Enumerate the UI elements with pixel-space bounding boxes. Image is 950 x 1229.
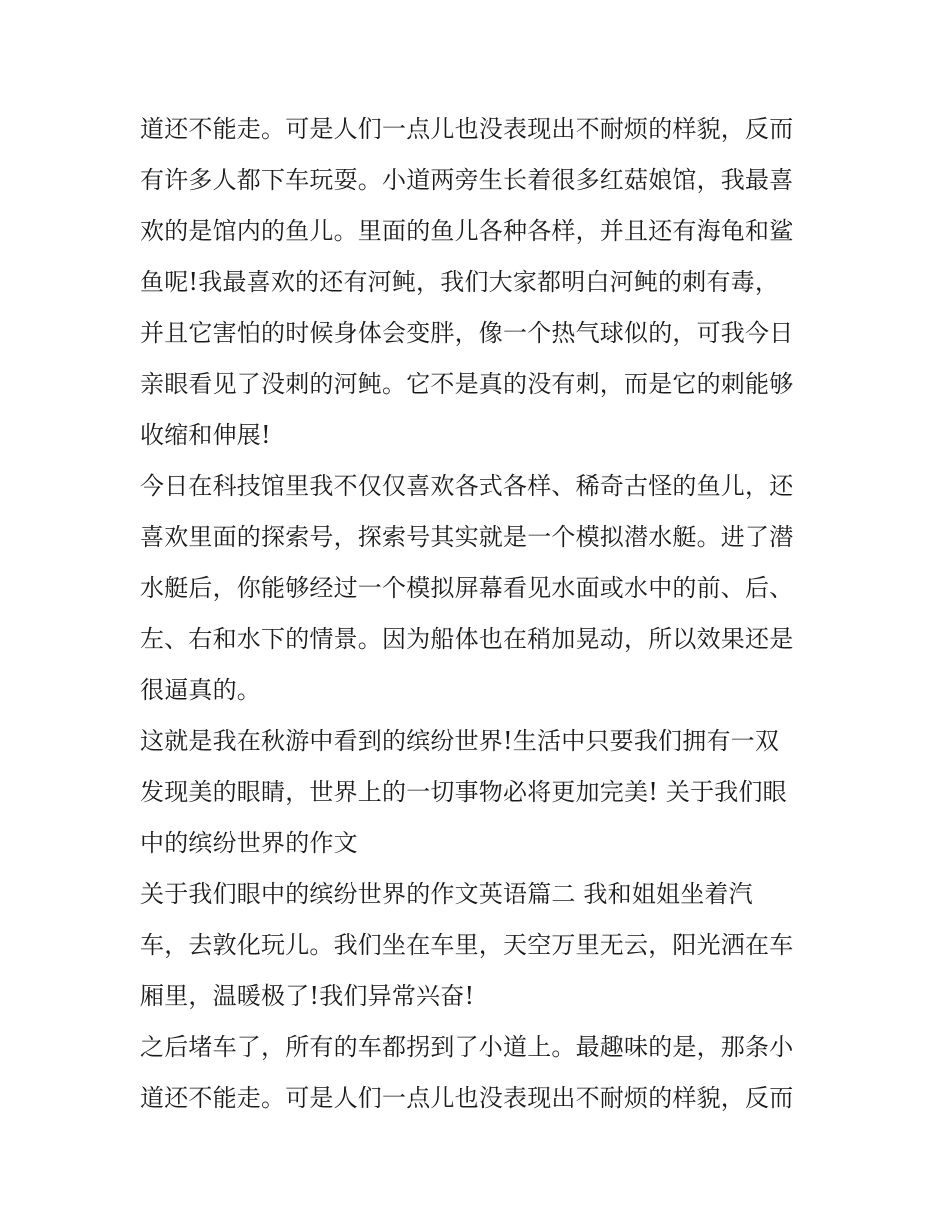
text-line: 车，去敦化玩儿。我们坐在车里，天空万里无云，阳光洒在车 (140, 931, 794, 959)
text-line: 喜欢里面的探索号，探索号其实就是一个模拟潜水艇。进了潜 (140, 523, 794, 551)
text-line: 这就是我在秋游中看到的缤纷世界!生活中只要我们拥有一双 (140, 727, 780, 755)
text-line: 厢里，温暖极了!我们异常兴奋! (140, 982, 475, 1010)
text-line: 欢的是馆内的鱼儿。里面的鱼儿各种各样，并且还有海龟和鲨 (140, 217, 794, 245)
text-line: 并且它害怕的时候身体会变胖，像一个热气球似的，可我今日 (140, 319, 794, 347)
text-line: 亲眼看见了没刺的河鲀。它不是真的没有刺，而是它的刺能够 (140, 370, 794, 398)
essay-text (140, 104, 820, 1124)
text-line: 道还不能走。可是人们一点儿也没表现出不耐烦的样貌，反而 (140, 1084, 794, 1112)
text-line: 左、右和水下的情景。因为船体也在稍加晃动，所以效果还是 (140, 625, 794, 653)
text-line: 中的缤纷世界的作文 (140, 829, 358, 857)
text-line: 道还不能走。可是人们一点儿也没表现出不耐烦的样貌，反而 (140, 115, 794, 143)
text-line: 水艇后，你能够经过一个模拟屏幕看见水面或水中的前、后、 (140, 574, 794, 602)
text-line: 发现美的眼睛，世界上的一切事物必将更加完美! 关于我们眼 (140, 778, 787, 806)
text-line: 鱼呢!我最喜欢的还有河鲀，我们大家都明白河鲀的刺有毒， (140, 268, 780, 296)
text-line: 很逼真的。 (140, 676, 261, 704)
text-line: 之后堵车了，所有的车都拐到了小道上。最趣味的是，那条小 (140, 1033, 794, 1061)
text-line: 今日在科技馆里我不仅仅喜欢各式各样、稀奇古怪的鱼儿，还 (140, 472, 794, 500)
text-line: 有许多人都下车玩耍。小道两旁生长着很多红菇娘馆，我最喜 (140, 166, 794, 194)
text-line: 关于我们眼中的缤纷世界的作文英语篇二 我和姐姐坐着汽 (140, 880, 753, 908)
text-line: 收缩和伸展! (140, 421, 271, 449)
